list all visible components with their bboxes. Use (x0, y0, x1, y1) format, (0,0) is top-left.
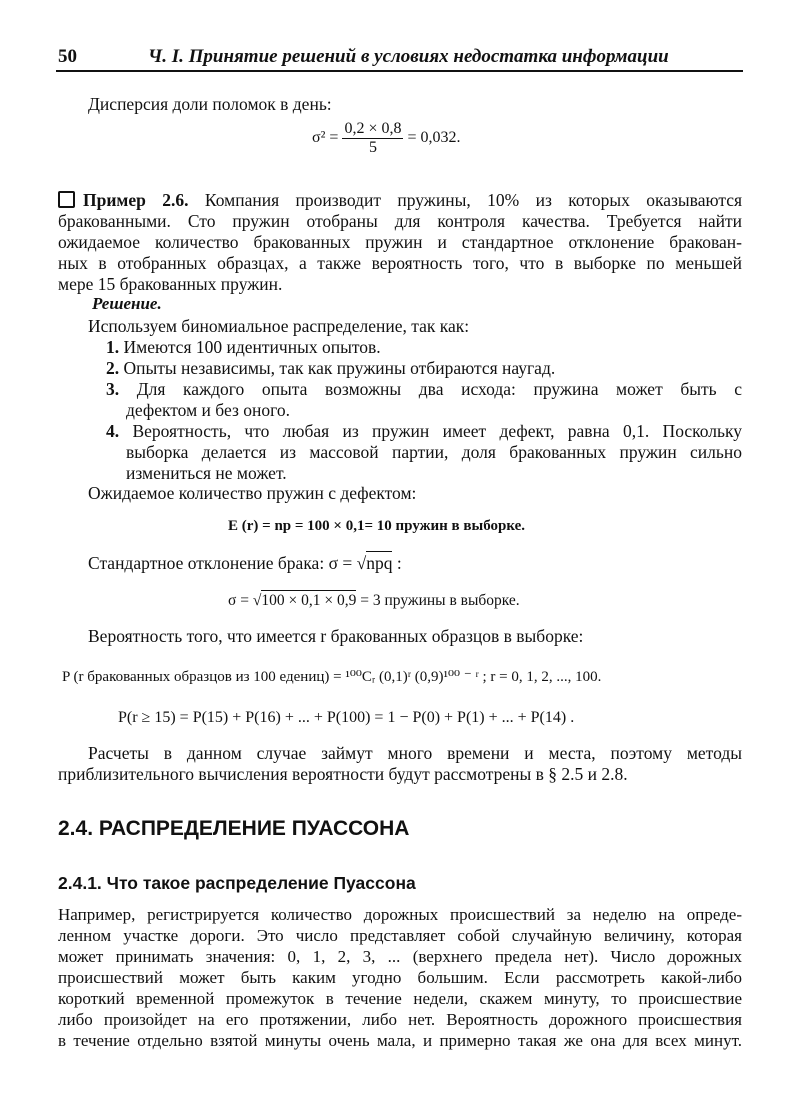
poisson-line: Например, регистрируется количество дорожных происшествий за неделю на опреде- (58, 905, 742, 924)
list-item-text: Для каждого опыта возможны два исхода: пружина может быть с (136, 379, 742, 399)
list-item-continuation: дефектом и без оного. (126, 400, 290, 420)
subsection-heading: 2.4.1. Что такое распределение Пуассона (58, 873, 416, 893)
prob-label: Вероятность того, что имеется r бракованных образцов в выборке: (88, 626, 584, 646)
list-item-text: Вероятность, что любая из пружин имеет дефект, равна 0,1. Поскольку (132, 421, 743, 441)
dispersion-denominator: 5 (368, 139, 377, 156)
stddev-colon: : (396, 553, 402, 573)
list-item-text: Опыты независимы, так как пружины отбираются наугад. (123, 358, 556, 378)
poisson-line: короткий временной промежуток в течение недели, скажем минуту, то происшествие (58, 989, 742, 1008)
closing-line-1: Расчеты в данном случае займут много времени и места, поэтому методы (88, 743, 742, 763)
prob15-formula: P(r ≥ 15) = P(15) + P(16) + ... + P(100) = 1 − P(0) + P(1) + ... + P(14) . (118, 709, 575, 726)
poisson-line: либо произойдет на его протяжении, либо нет. Вероятность дорожного происшествия (58, 1010, 742, 1029)
poisson-line: ленном участке дороги. Это число представляет собой случайную величину, которая (58, 926, 742, 945)
stddev-sqrt: npq (366, 553, 393, 573)
dispersion-label: Дисперсия доли поломок в день: (88, 94, 332, 114)
list-item (106, 379, 742, 400)
example-text: Компания производит пружины, 10% из которых оказываются (204, 190, 743, 210)
list-item-number: 3. (106, 379, 120, 399)
sqrt-icon: √ (356, 553, 367, 573)
expected-label: Ожидаемое количество пружин с дефектом: (88, 483, 417, 503)
example-paragraph (58, 190, 742, 295)
poisson-line: в течение отдельно взятой минуты очень мала, и примерно такая же она для всех минут. (58, 1031, 742, 1050)
list-item-number: 4. (106, 421, 120, 441)
dispersion-fraction (342, 120, 403, 157)
example-title: Пример 2.6. (83, 190, 189, 210)
stddev-label: Стандартное отклонение брака: σ = (88, 553, 353, 573)
page-number: 50 (58, 46, 77, 67)
list-item (106, 337, 742, 358)
list-item (106, 421, 742, 442)
example-line-4: ных в отобранных образцах, а также вероятность того, что в выборке по меньшей (58, 253, 742, 273)
list-item-number: 1. (106, 337, 120, 357)
conditions-list (106, 337, 742, 484)
dispersion-formula (312, 120, 461, 157)
solution-label: Решение. (92, 294, 162, 313)
example-square-icon (58, 191, 75, 208)
stddev-formula (228, 592, 520, 610)
stddev-formula-rhs: = 3 пружины в выборке. (360, 592, 520, 609)
sqrt-icon: √ (252, 592, 262, 609)
running-title: Ч. I. Принятие решений в условиях недостатка информации (148, 46, 669, 67)
poisson-line: происшествий может быть каким угодно большим. Если рассмотреть какой-либо (58, 968, 742, 987)
header-rule (56, 70, 743, 72)
list-item-number: 2. (106, 358, 120, 378)
stddev-line (88, 553, 402, 574)
solution-intro: Используем биномиальное распределение, так как: (88, 316, 470, 336)
example-line-3: ожидаемое количество бракованных пружин и стандартное отклонение бракован- (58, 232, 742, 252)
example-line-1 (58, 190, 742, 211)
stddev-formula-sqrt: 100 × 0,1 × 0,9 (261, 592, 357, 609)
dispersion-numerator: 0,2 × 0,8 (344, 120, 402, 137)
list-item-text: Имеются 100 идентичных опытов. (123, 337, 381, 357)
section-heading: 2.4. РАСПРЕДЕЛЕНИЕ ПУАССОНА (58, 817, 410, 840)
list-item-continuation: измениться не может. (126, 463, 287, 483)
dispersion-result: = 0,032. (407, 129, 461, 147)
example-line-2: бракованными. Сто пружин отобраны для контроля качества. Требуется найти (58, 211, 742, 231)
example-line-5: мере 15 бракованных пружин. (58, 274, 283, 294)
poisson-paragraph (58, 904, 742, 1051)
closing-line-2: приблизительного вычисления вероятности будут рассмотрены в § 2.5 и 2.8. (58, 764, 628, 784)
prob-formula: P (r бракованных образцов из 100 едениц) = ¹⁰⁰Cᵣ (0,1)ʳ (0,9)¹⁰⁰ ⁻ ʳ ; r = 0, 1, 2, ..., 100. (62, 669, 602, 685)
list-item (106, 358, 742, 379)
expected-formula: E (r) = np = 100 × 0,1= 10 пружин в выборке. (228, 518, 526, 534)
closing-paragraph (58, 743, 742, 785)
dispersion-lhs: σ² = (312, 129, 339, 147)
list-item-continuation: выборка делается из массовой партии, доля бракованных пружин сильно (126, 442, 742, 462)
stddev-formula-lhs: σ = (228, 592, 249, 609)
poisson-line: может принимать значения: 0, 1, 2, 3, ... (верхнего предела нет). Число дорожных (58, 947, 742, 966)
